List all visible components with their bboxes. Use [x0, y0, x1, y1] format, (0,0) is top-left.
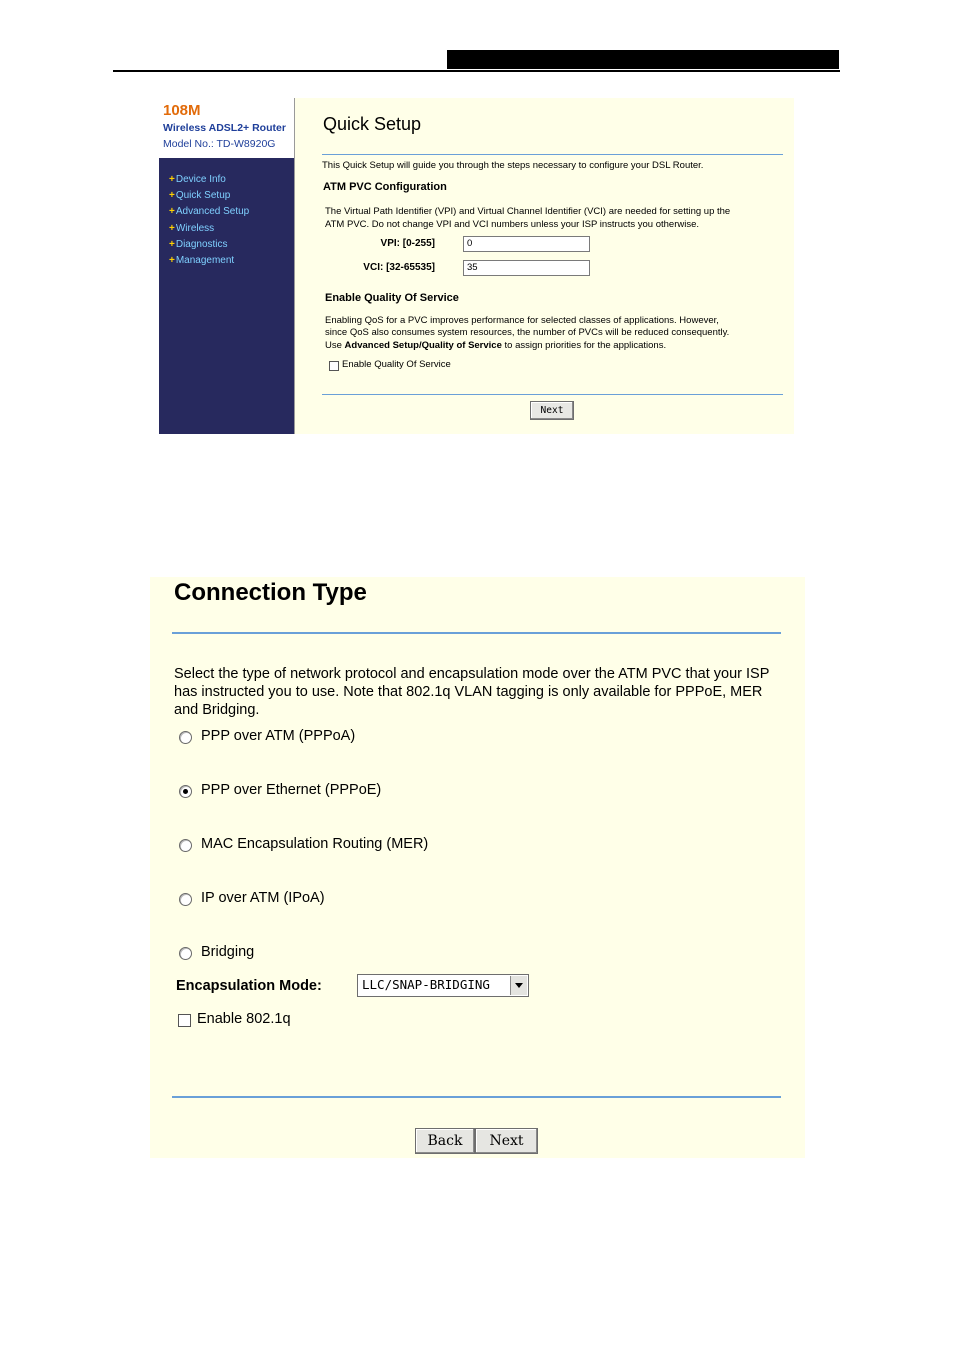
plus-icon: +	[169, 238, 175, 250]
page-title: Quick Setup	[323, 114, 422, 134]
vci-label: VCI: [32-65535]	[363, 262, 435, 273]
qos-checkbox-label: Enable Quality Of Service	[342, 359, 451, 370]
sidebar-item-advanced-setup[interactable]	[169, 204, 249, 220]
plus-icon: +	[169, 174, 175, 185]
qos-desc-suffix: to assign priorities for the applications.	[501, 340, 667, 351]
quick-setup-screenshot	[159, 98, 794, 434]
connection-type-screenshot	[150, 577, 805, 1158]
brand-name: 108M	[163, 102, 201, 119]
page-header-bar	[447, 50, 839, 69]
option-label: PPP over ATM (PPPoA)	[201, 728, 356, 744]
option-label: IP over ATM (IPoA)	[201, 890, 325, 906]
atm-description-line-1: The Virtual Path Identifier (VPI) and Virtual Channel Identifier (VCI) are needed for setting up the	[325, 206, 731, 217]
next-button[interactable]: Next	[530, 401, 574, 420]
encapsulation-mode-select[interactable]	[357, 974, 529, 997]
sidebar-divider	[294, 98, 295, 434]
chevron-down-icon[interactable]	[510, 976, 527, 995]
atm-heading: ATM PVC Configuration	[323, 181, 447, 193]
bridging-radio[interactable]	[179, 947, 192, 960]
model-value: TD-W8920G	[216, 138, 276, 150]
plus-icon: +	[169, 190, 175, 202]
footer-rule	[172, 1096, 781, 1098]
sidebar-item-label: Diagnostics	[175, 238, 228, 250]
mer-radio[interactable]	[179, 839, 192, 852]
plus-icon: +	[169, 254, 175, 266]
title-rule	[322, 154, 783, 155]
sidebar-item-diagnostics[interactable]	[169, 237, 249, 253]
pppoe-radio[interactable]	[179, 785, 192, 798]
ipoa-radio[interactable]	[179, 893, 192, 906]
vlan-checkbox[interactable]	[178, 1014, 191, 1027]
brand-model	[163, 138, 275, 150]
intro-text: This Quick Setup will guide you through the steps necessary to configure your DSL Router.	[322, 160, 704, 171]
qos-checkbox[interactable]	[329, 361, 339, 371]
plus-icon: +	[169, 206, 175, 218]
qos-heading: Enable Quality Of Service	[325, 292, 459, 304]
sidebar-item-label: Management	[175, 254, 235, 266]
option-label: PPP over Ethernet (PPPoE)	[201, 782, 382, 798]
vpi-label: VPI: [0-255]	[380, 238, 435, 249]
model-label: Model No.:	[163, 138, 214, 150]
router-brand-panel	[159, 98, 294, 158]
qos-desc-link-text: Advanced Setup/Quality of Service	[344, 340, 502, 351]
footer-rule	[322, 394, 783, 395]
connection-description: Select the type of network protocol and encapsulation mode over the ATM PVC that your ISP has instructed you to use. Note that 802.1q VLAN tagging is only available for PPPoE, MER and Bridging.	[174, 666, 770, 718]
option-label: Bridging	[201, 944, 255, 960]
sidebar-item-wireless[interactable]	[169, 221, 249, 237]
sidebar-item-management[interactable]	[169, 253, 249, 269]
qos-description-line-1: Enabling QoS for a PVC improves performance for selected classes of applications. However,	[325, 315, 719, 326]
option-label: MAC Encapsulation Routing (MER)	[201, 836, 429, 852]
vlan-checkbox-label: Enable 802.1q	[197, 1011, 291, 1027]
vci-input[interactable]: 35	[463, 260, 590, 276]
sidebar-item-device-info[interactable]	[169, 172, 249, 188]
title-rule	[172, 632, 781, 634]
sidebar-item-quick-setup[interactable]	[169, 188, 249, 204]
sidebar-item-label: Quick Setup	[175, 190, 231, 202]
back-button[interactable]: Back	[415, 1128, 475, 1154]
encapsulation-mode-value: LLC/SNAP-BRIDGING	[362, 977, 490, 992]
encapsulation-mode-label: Encapsulation Mode:	[176, 978, 322, 994]
sidebar-item-label: Wireless	[175, 222, 215, 234]
next-button[interactable]: Next	[475, 1128, 538, 1154]
qos-description-line-2: since QoS also consumes system resources, the number of PVCs will be reduced consequently.	[325, 327, 730, 338]
sidebar-nav	[169, 172, 249, 269]
brand-product: Wireless ADSL2+ Router	[163, 122, 286, 134]
page-title: Connection Type	[174, 579, 367, 606]
plus-icon: +	[169, 222, 175, 234]
atm-description-line-2: ATM PVC. Do not change VPI and VCI numbers unless your ISP instructs you otherwise.	[325, 219, 700, 230]
sidebar-item-label: Advanced Setup	[175, 206, 250, 218]
sidebar-item-label: Device Info	[175, 174, 226, 185]
vpi-input[interactable]: 0	[463, 236, 590, 252]
qos-description-line-3	[325, 340, 666, 351]
pppoa-radio[interactable]	[179, 731, 192, 744]
qos-desc-prefix: Use	[325, 340, 345, 351]
page-header-rule	[113, 70, 840, 72]
sidebar	[159, 158, 294, 434]
